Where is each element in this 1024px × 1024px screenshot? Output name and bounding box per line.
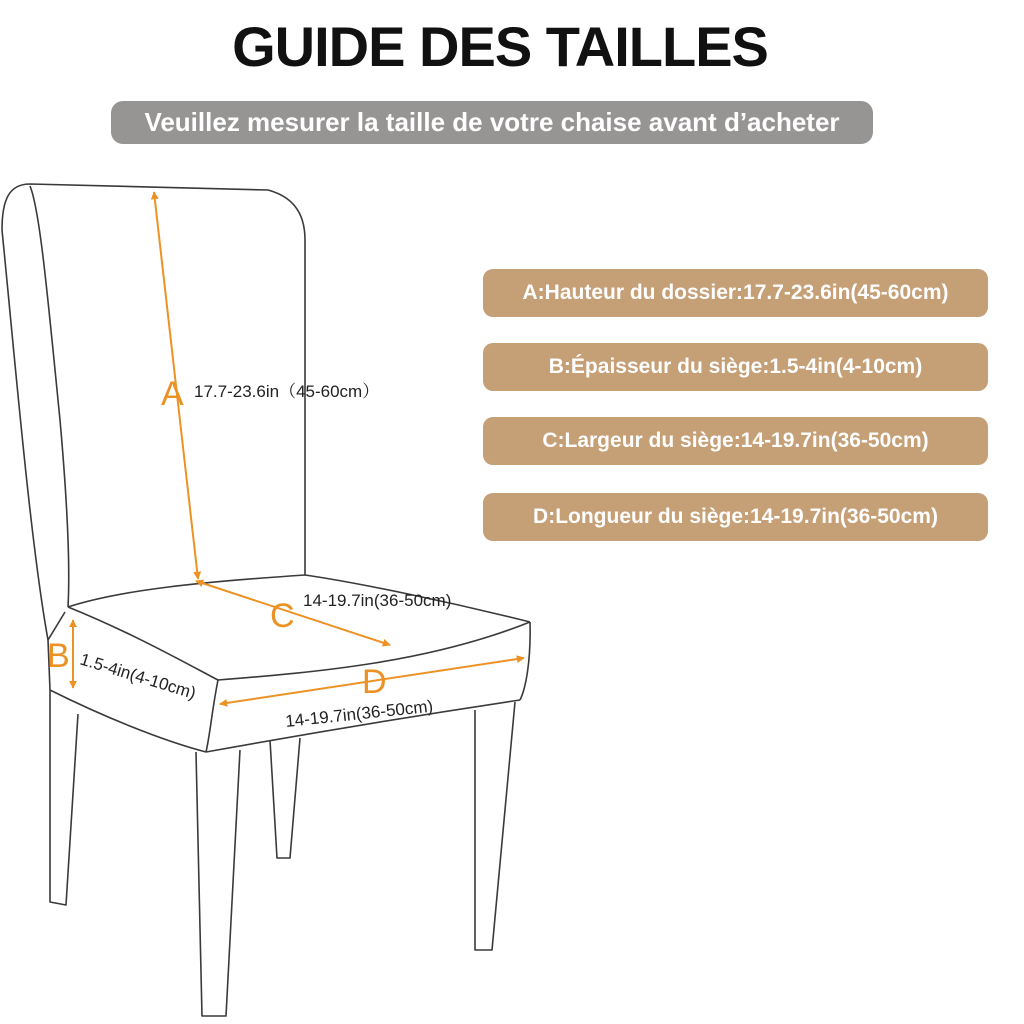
legend-item-d: D:Longueur du siège:14-19.7in(36-50cm) (483, 493, 988, 541)
legend-item-c: C:Largeur du siège:14-19.7in(36-50cm) (483, 417, 988, 465)
legend-item-a: A:Hauteur du dossier:17.7-23.6in(45-60cm) (483, 269, 988, 317)
label-c-letter: C (270, 597, 295, 635)
label-d-letter: D (362, 663, 387, 701)
legend-item-b: B:Épaisseur du siège:1.5-4in(4-10cm) (483, 343, 988, 391)
label-a-measure: 17.7-23.6in（45-60cm） (194, 382, 380, 401)
page-title: GUIDE DES TAILLES (232, 15, 768, 78)
subtitle-banner: Veuillez mesurer la taille de votre chaise avant d’acheter (111, 101, 873, 144)
label-c-measure: 14-19.7in(36-50cm) (303, 591, 452, 610)
label-b-measure: 1.5-4in(4-10cm) (77, 649, 199, 703)
label-b-letter: B (47, 637, 70, 675)
label-a-letter: A (161, 375, 184, 413)
measure-arrows (73, 192, 524, 704)
label-d-measure: 14-19.7in(36-50cm) (284, 696, 434, 731)
